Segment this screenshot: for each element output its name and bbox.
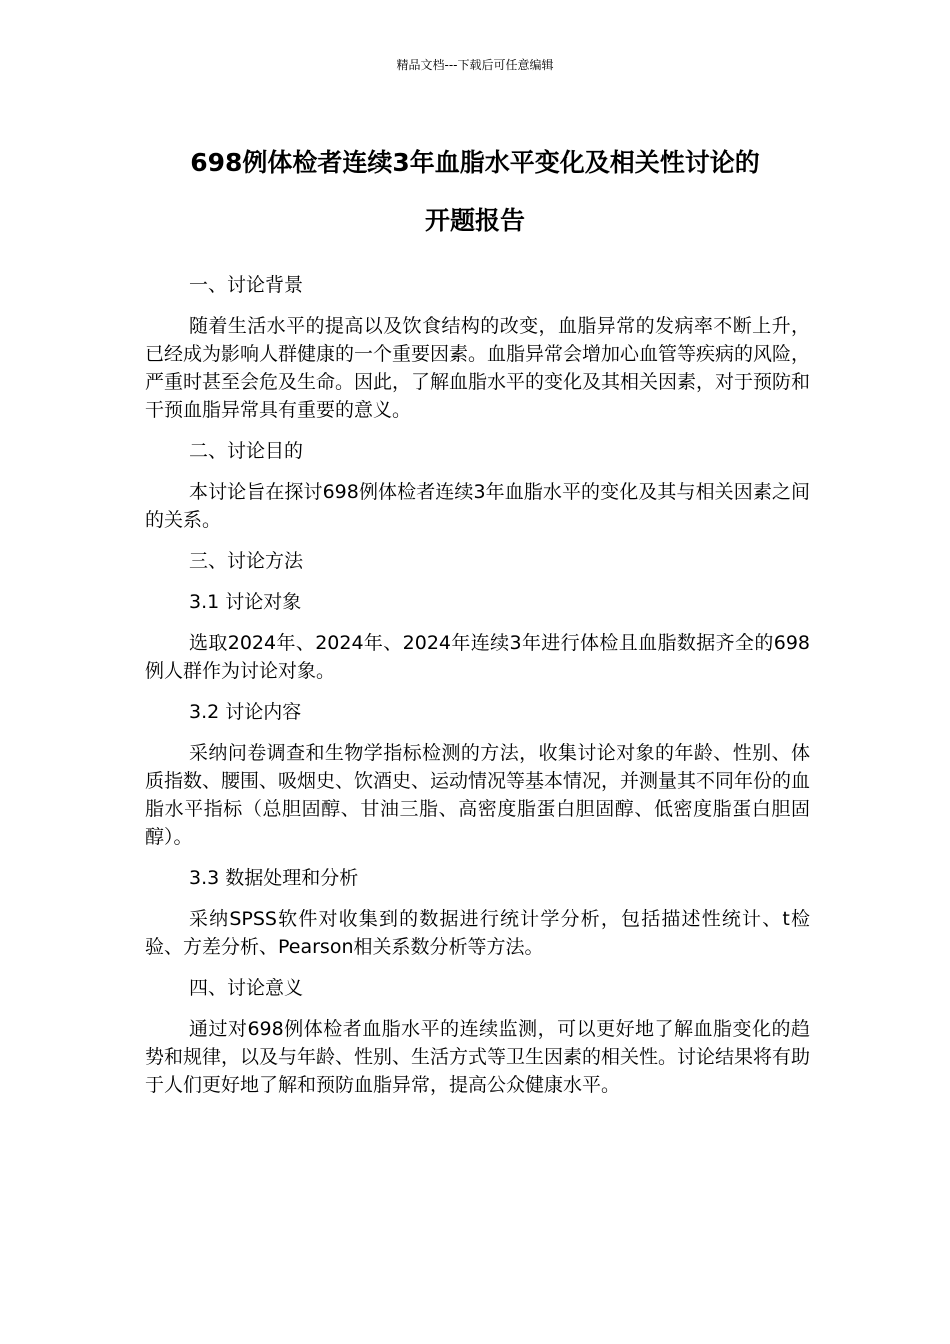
subsection-heading-content: 3.2 讨论内容 (189, 701, 302, 723)
title-line-2: 开题报告 (424, 206, 525, 235)
paragraph-purpose: 本讨论旨在探讨698例体检者连续3年血脂水平的变化及其与相关因素之间的关系。 (145, 481, 810, 531)
section-heading-purpose: 二、讨论目的 (189, 440, 304, 462)
title-line-1: 698例体检者连续3年血脂水平变化及相关性讨论的 (190, 148, 760, 177)
paragraph-content: 采纳问卷调查和生物学指标检测的方法，收集讨论对象的年龄、性别、体质指数、腰围、吸烟史、饮酒史、运动情况等基本情况，并测量其不同年份的血脂水平指标（总胆固醇、甘油三脂、高密度脂蛋白胆固醇、低密度脂蛋白胆固醇）。 (145, 742, 811, 848)
section-heading-background: 一、讨论背景 (189, 274, 304, 296)
document-title (140, 134, 810, 250)
paragraph-subject: 选取2024年、2024年、2024年连续3年进行体检且血脂数据齐全的698例人群作为讨论对象。 (145, 632, 810, 682)
paragraph-background: 随着生活水平的提高以及饮食结构的改变，血脂异常的发病率不断上升，已经成为影响人群健康的一个重要因素。血脂异常会增加心血管等疾病的风险，严重时甚至会危及生命。因此，了解血脂水平的变化及其相关因素，对于预防和干预血脂异常具有重要的意义。 (145, 315, 811, 421)
paragraph-significance: 通过对698例体检者血脂水平的连续监测，可以更好地了解血脂变化的趋势和规律，以及与年龄、性别、生活方式等卫生因素的相关性。讨论结果将有助于人们更好地了解和预防血脂异常，提高公众健康水平。 (145, 1018, 811, 1096)
section-heading-significance: 四、讨论意义 (189, 977, 304, 999)
page-header: 精品文档---下载后可任意编辑 (396, 58, 554, 72)
section-heading-method: 三、讨论方法 (189, 550, 304, 572)
subsection-heading-analysis: 3.3 数据处理和分析 (189, 867, 359, 889)
subsection-heading-subject: 3.1 讨论对象 (189, 591, 302, 613)
paragraph-analysis: 采纳SPSS软件对收集到的数据进行统计学分析，包括描述性统计、t检验、方差分析、Pearson相关系数分析等方法。 (145, 908, 810, 958)
document-body (145, 270, 810, 1099)
